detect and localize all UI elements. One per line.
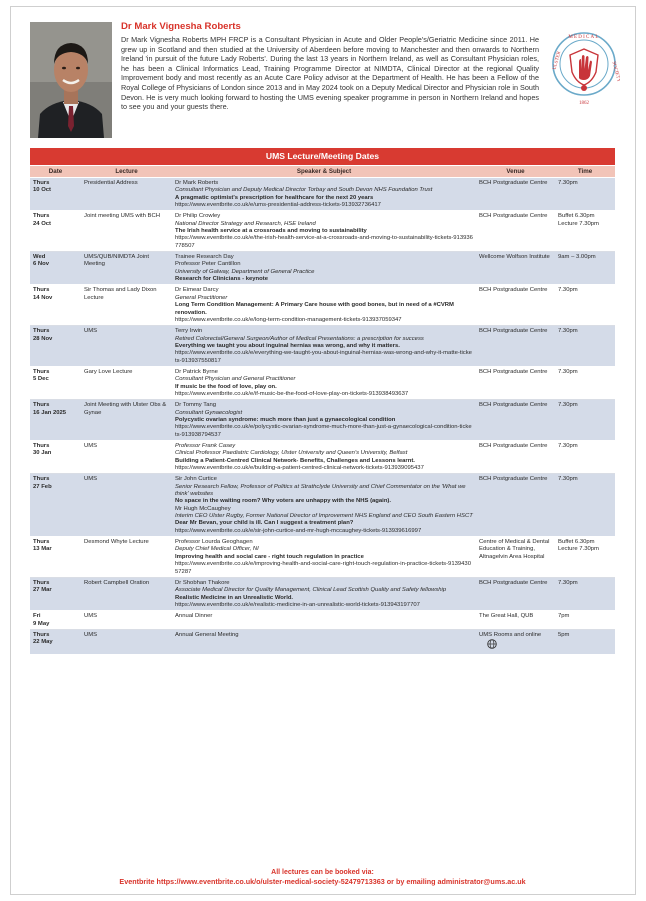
row-day: Thurs: [33, 476, 50, 483]
row-day: Thurs: [33, 328, 50, 335]
speaker-name: Dr Mark Roberts: [175, 180, 219, 186]
row-day: Thurs: [33, 287, 50, 294]
row-date-value: 22 May: [33, 639, 53, 646]
table-row: [30, 441, 615, 474]
talk-title: Long Term Condition Management: A Primary Care house with good bones, but in need of a #CVRM renovation.: [175, 302, 454, 316]
row-day: Thurs: [33, 631, 50, 638]
row-date-value: 24 Oct: [33, 220, 52, 227]
table-row: [30, 178, 615, 211]
row-time: 7.30pm: [555, 400, 615, 441]
col-lecture: Lecture: [81, 166, 172, 178]
speaker-name: Terry Irwin: [175, 328, 203, 335]
table-header-row: [30, 166, 615, 178]
row-speaker-subject: [172, 537, 476, 578]
row-venue: [476, 441, 555, 474]
row-date: [30, 611, 81, 630]
venue-text: BCH Postgraduate Centre: [479, 180, 548, 186]
row-day: Fri: [33, 613, 41, 620]
row-venue: [476, 211, 555, 252]
svg-text:1862: 1862: [579, 101, 589, 106]
talk-title: Building a Patient-Centred Clinical Network- Benefits, Challenges and Lessons learnt.: [175, 457, 415, 464]
venue-text: BCH Postgraduate Centre: [479, 368, 548, 375]
row-time: 7.30pm: [555, 366, 615, 399]
row-date: [30, 178, 81, 211]
row-date: [30, 366, 81, 399]
speaker-name: Mr Hugh McCaughey: [175, 505, 231, 512]
row-day: Thurs: [33, 180, 50, 186]
society-logo: [548, 22, 620, 134]
row-venue: [476, 537, 555, 578]
booking-footer: [30, 868, 615, 887]
society-crest-icon: [548, 22, 620, 134]
speaker-role: Retired Colorectal/General Surgeon/Author of Medical Presentations: a prescription for success: [175, 335, 424, 342]
booking-link[interactable]: https://www.eventbrite.co.uk/e/ums-presidential-address-tickets-913932736417: [175, 202, 381, 209]
speaker-photo: [30, 22, 112, 138]
speaker-role: National Director Strategy and Research, HSE Ireland: [175, 220, 316, 227]
row-time: 7pm: [555, 611, 615, 630]
speaker-name: Professor Peter Cantillon: [175, 261, 241, 268]
talk-title: A pragmatic optimist's prescription for healthcare for the next 20 years: [175, 194, 374, 201]
row-speaker-subject: [172, 326, 476, 367]
row-speaker-subject: [172, 285, 476, 326]
row-time: 7.30pm: [555, 285, 615, 326]
row-date-value: 13 Mar: [33, 546, 52, 553]
speaker-bio: [121, 21, 539, 112]
row-date: [30, 400, 81, 441]
booking-link[interactable]: https://www.eventbrite.co.uk/e/realistic-medicine-in-an-unrealistic-world-tickets-913943197707: [175, 601, 420, 608]
row-day: Wed: [33, 254, 46, 261]
col-speaker: Speaker & Subject: [172, 166, 476, 178]
row-venue: [476, 178, 555, 211]
speaker-name: Sir John Curtice: [175, 476, 217, 483]
row-time: 7.30pm: [555, 441, 615, 474]
row-time: 7.30pm: [555, 577, 615, 610]
speaker-role: Consultant Physician and General Practitioner: [175, 376, 296, 383]
row-date: [30, 474, 81, 537]
row-speaker-subject: [172, 577, 476, 610]
row-lecture: UMS: [81, 611, 172, 630]
row-date-value: 10 Oct: [33, 187, 52, 194]
row-date-value: 14 Nov: [33, 294, 53, 301]
booking-link[interactable]: https://www.eventbrite.co.uk/e/sir-john-curtice-and-mr-hugh-mccaughey-tickets-913939616997: [175, 527, 422, 534]
row-date: [30, 211, 81, 252]
table-row: [30, 577, 615, 610]
row-time: Buffet 6.30pm Lecture 7.30pm: [555, 211, 615, 252]
talk-title: Everything we taught you about inguinal hernias was wrong, and why it matters.: [175, 342, 400, 349]
row-speaker-subject: [172, 252, 476, 285]
row-lecture: UMS: [81, 326, 172, 367]
schedule-banner: UMS Lecture/Meeting Dates: [30, 148, 615, 165]
speaker-role: General Practitioner: [175, 294, 228, 301]
row-lecture: UMS: [81, 629, 172, 654]
row-speaker-subject: [172, 441, 476, 474]
speaker-role: Consultant Physician and Deputy Medical Director Torbay and South Devon NHS Foundation Trust: [175, 187, 433, 194]
table-row: [30, 285, 615, 326]
speaker-name: Dr Eimear Darcy: [175, 287, 219, 294]
speaker-name: Trainee Research Day: [175, 254, 234, 261]
row-time: 7.30pm: [555, 326, 615, 367]
row-lecture: Gary Love Lecture: [81, 366, 172, 399]
speaker-role: Interim CEO Ulster Rugby, Former National Director of Improvement NHS England and CEO South Eastern HSCT: [175, 513, 473, 520]
table-row: [30, 366, 615, 399]
speaker-role: Consultant Gynaecologist: [175, 409, 243, 416]
table-row: [30, 400, 615, 441]
speaker-name: Annual Dinner: [175, 613, 213, 620]
row-date: [30, 252, 81, 285]
row-day: Thurs: [33, 539, 50, 546]
speaker-role: Senior Research Fellow, Professor of Politics at Strathclyde University and Chief Commentator on the 'What we think' websites: [175, 483, 466, 498]
svg-text:ULSTER: ULSTER: [552, 50, 563, 71]
row-lecture: UMS: [81, 474, 172, 537]
speaker-role: Clinical Professor Paediatric Cardiology, Ulster University and Queen's University, Belfast: [175, 450, 408, 457]
row-time: 7.30pm: [555, 474, 615, 537]
row-lecture: Joint meeting UMS with BCH: [81, 211, 172, 252]
row-lecture: Robert Campbell Oration: [81, 577, 172, 610]
row-venue: [476, 611, 555, 630]
row-lecture: Desmond Whyte Lecture: [81, 537, 172, 578]
booking-link[interactable]: https://www.eventbrite.co.uk/e/if-music-be-the-food-of-love-play-on-tickets-913938493637: [175, 390, 409, 397]
row-time: 7.30pm: [555, 178, 615, 211]
row-venue: [476, 252, 555, 285]
speaker-role: Deputy Chief Medical Officer, NI: [175, 546, 259, 553]
row-speaker-subject: [172, 211, 476, 252]
row-lecture: Sir Thomas and Lady Dixon Lecture: [81, 285, 172, 326]
row-date: [30, 537, 81, 578]
row-day: Thurs: [33, 402, 50, 409]
row-venue: [476, 400, 555, 441]
speaker-name: Dr Shobhan Thakore: [175, 579, 230, 586]
venue-text: BCH Postgraduate Centre: [479, 402, 548, 409]
booking-link[interactable]: https://www.eventbrite.co.uk/e/improving-health-and-social-care-right-touch-regulation-in-practice-tickets-913943057287: [175, 561, 471, 575]
row-lecture: UMS: [81, 441, 172, 474]
footer-heading: All lectures can be booked via:: [271, 869, 374, 876]
speaker-name: Dr Philip Crowley: [175, 213, 221, 220]
row-date-value: 27 Feb: [33, 483, 52, 490]
speaker-role: University of Galway, Department of General Practice: [175, 268, 315, 275]
row-day: Thurs: [33, 368, 50, 375]
speaker-role: Associate Medical Director for Quality Management, Clinical Lead Scottish Quality and Safety fellowship: [175, 587, 447, 594]
table-row: [30, 326, 615, 367]
venue-text: BCH Postgraduate Centre: [479, 476, 548, 483]
speaker-name: Annual General Meeting: [175, 631, 239, 638]
talk-title: The Irish health service at a crossroads and moving to sustainability: [175, 228, 367, 235]
row-time: Buffet 6.30pm Lecture 7.30pm: [555, 537, 615, 578]
venue-text: BCH Postgraduate Centre: [479, 443, 548, 449]
table-row: [30, 474, 615, 537]
svg-text:MEDICAL: MEDICAL: [568, 35, 600, 40]
row-date-value: 28 Nov: [33, 335, 53, 342]
booking-link[interactable]: https://www.eventbrite.co.uk/e/polycystic-ovarian-syndrome-much-more-than-just-a-gynaecological-condition-tickets-913938794537: [175, 424, 472, 438]
row-date-value: 27 Mar: [33, 587, 52, 594]
row-date: [30, 629, 81, 654]
portrait-image: [30, 22, 112, 138]
booking-link[interactable]: https://www.eventbrite.co.uk/e/building-a-patient-centred-clinical-network-tickets-913939095437: [175, 465, 424, 472]
speaker-name: Dr Patrick Byrne: [175, 368, 218, 375]
row-speaker-subject: [172, 611, 476, 630]
venue-text: Wellcome Wolfson Institute: [479, 254, 550, 261]
talk-title: No space in the waiting room? Why voters are unhappy with the NHS (again).: [175, 498, 392, 505]
row-venue: [476, 285, 555, 326]
row-date: [30, 441, 81, 474]
row-date-value: 5 Dec: [33, 376, 49, 383]
venue-text: UMS Rooms and online: [479, 631, 542, 638]
row-time: 9am – 3.00pm: [555, 252, 615, 285]
talk-title: If music be the food of love, play on.: [175, 383, 277, 390]
svg-text:SOCIETY: SOCIETY: [610, 61, 620, 83]
talk-title: Improving health and social care - right touch regulation in practice: [175, 553, 364, 560]
row-speaker-subject: [172, 178, 476, 211]
venue-text: Centre of Medical & Dental Education & Training, Altnagelvin Area Hospital: [479, 539, 550, 560]
booking-link[interactable]: https://www.eventbrite.co.uk/e/long-term-condition-management-tickets-913937059347: [175, 316, 402, 323]
row-date-value: 9 May: [33, 620, 50, 627]
speaker-role: Professor Frank Casey: [175, 443, 236, 449]
row-lecture: Presidential Address: [81, 178, 172, 211]
row-date: [30, 285, 81, 326]
row-venue: [476, 629, 555, 654]
row-venue: [476, 474, 555, 537]
row-date: [30, 326, 81, 367]
row-venue: [476, 577, 555, 610]
row-venue: [476, 366, 555, 399]
venue-text: BCH Postgraduate Centre: [479, 287, 548, 294]
table-row: [30, 252, 615, 285]
globe-icon: [487, 639, 497, 652]
lecture-schedule-table: [30, 166, 615, 655]
col-venue: Venue: [476, 166, 555, 178]
row-venue: [476, 326, 555, 367]
footer-booking-link[interactable]: Eventbrite https://www.eventbrite.co.uk/o/ulster-medical-society-52479713363 or by emailing administrator@ums.ac.uk: [119, 877, 526, 886]
bio-text: Dr Mark Vignesha Roberts MPH FRCP is a Consultant Physician in Acute and Older People's/Geriatric Medicine since 2011. He grew up in Scotland and then studied at the University of Aberdeen before moving to Manchester and then onwards to Northern Ireland 'in pursuit of the future Lady Roberts'. During the last 13 years in Northern Ireland, as well as Consultant Physician roles, he has been a Clinical Informatics Lead, Training Programme Director at NIMDTA, Clinical Director at the regional Quality Improvement body and most recently as an Acute Care Policy advisor at the Department of Health. He has been a Fellow of the Royal College of Physicians of London since 2013 and in May 2024 took on a Deputy Medical Director and Physician role in South Devon. He is very much looking forward to hosting the UMS evening speaker programme in person in Northern Ireland and hopes to see you and your guests there.: [121, 35, 539, 112]
venue-text: BCH Postgraduate Centre: [479, 213, 548, 220]
row-date-value: 16 Jan 2025: [33, 409, 67, 416]
table-row: [30, 629, 615, 654]
row-lecture: UMS/QUB/NIMDTA Joint Meeting: [81, 252, 172, 285]
row-lecture: Joint Meeting with Ulster Obs & Gynae: [81, 400, 172, 441]
row-speaker-subject: [172, 474, 476, 537]
speaker-name: Dr Tommy Tang: [175, 402, 217, 409]
booking-link[interactable]: https://www.eventbrite.co.uk/e/the-irish-health-service-at-a-crossroads-and-moving-to-sustainability-tickets-913936778507: [175, 235, 473, 249]
table-row: [30, 537, 615, 578]
row-day: Thurs: [33, 443, 50, 449]
bio-name: Dr Mark Vignesha Roberts: [121, 21, 241, 32]
speaker-name: Professor Lourda Geoghagen: [175, 539, 253, 546]
venue-text: BCH Postgraduate Centre: [479, 579, 548, 586]
col-time: Time: [555, 166, 615, 178]
row-speaker-subject: [172, 629, 476, 654]
venue-text: The Great Hall, QUB: [479, 613, 534, 620]
row-time: 5pm: [555, 629, 615, 654]
venue-text: BCH Postgraduate Centre: [479, 328, 548, 335]
row-date-value: 6 Nov: [33, 261, 50, 268]
row-date: [30, 577, 81, 610]
table-row: [30, 611, 615, 630]
talk-title: Dear Mr Bevan, your child is ill. Can I suggest a treatment plan?: [175, 520, 354, 527]
talk-title: Research for Clinicians - keynote: [175, 276, 268, 283]
row-day: Thurs: [33, 213, 50, 220]
booking-link[interactable]: https://www.eventbrite.co.uk/e/everything-we-taught-you-about-inguinal-hernias-was-wrong-and-why-it-matte-tickets-913937550817: [175, 350, 472, 364]
row-speaker-subject: [172, 366, 476, 399]
row-speaker-subject: [172, 400, 476, 441]
col-date: Date: [30, 166, 81, 178]
row-day: Thurs: [33, 579, 50, 586]
row-date-value: 30 Jan: [33, 450, 52, 457]
talk-title: Realistic Medicine in an Unrealistic World.: [175, 594, 294, 601]
talk-title: Polycystic ovarian syndrome: much more than just a gynaecological condition: [175, 416, 396, 423]
table-row: [30, 211, 615, 252]
